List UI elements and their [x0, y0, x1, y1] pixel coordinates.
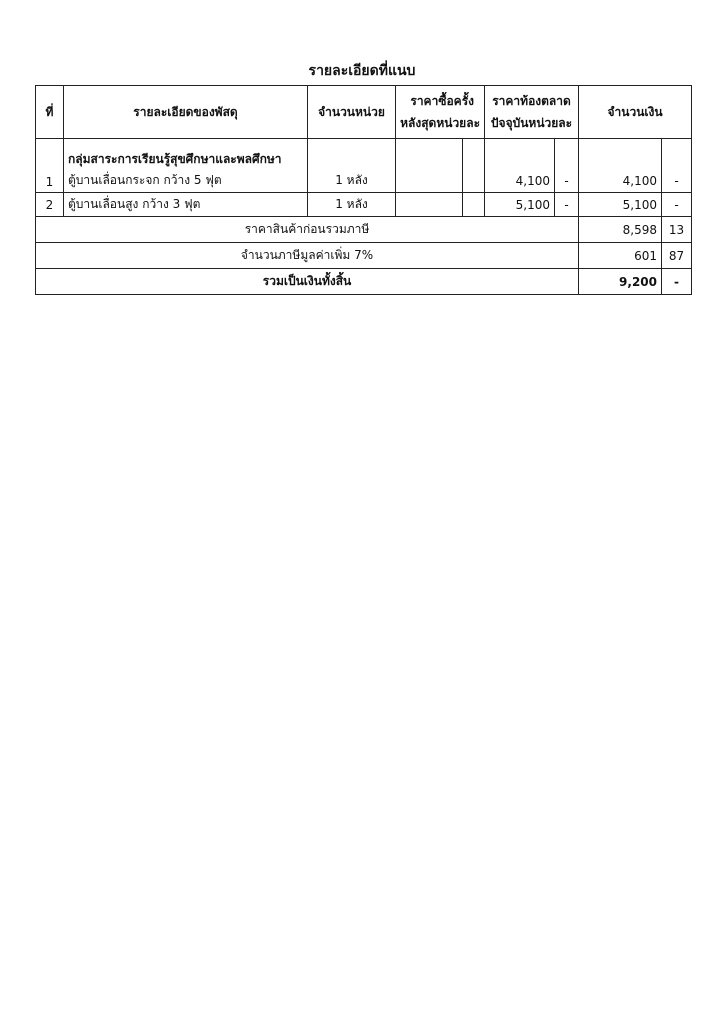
row-amount: 4,100 [579, 169, 662, 193]
row-amount-satang: - [662, 193, 692, 217]
pretax-row [36, 217, 692, 243]
blank-cell [485, 139, 555, 170]
row-no: 1 [36, 139, 64, 193]
table-row [36, 193, 692, 217]
blank-cell [308, 139, 396, 170]
blank-cell [662, 139, 692, 170]
row-unit-satang: - [555, 193, 579, 217]
row-unit-price: 4,100 [485, 169, 555, 193]
row-item: ตู้บานเลื่อนสูง กว้าง 3 ฟุต [64, 193, 308, 217]
total-satang: - [662, 269, 692, 295]
header-market-price [485, 86, 579, 139]
pretax-satang: 13 [662, 217, 692, 243]
row-qty: 1 หลัง [308, 193, 396, 217]
vat-satang: 87 [662, 243, 692, 269]
row-item: ตู้บานเลื่อนกระจก กว้าง 5 ฟุต [64, 169, 308, 193]
header-last-price [396, 86, 485, 139]
header-market-line2: ปัจจุบันหน่วยละ [490, 116, 573, 130]
row-amount-satang: - [662, 169, 692, 193]
total-row [36, 269, 692, 295]
blank-cell [396, 193, 463, 217]
header-qty: จำนวนหน่วย [308, 86, 396, 139]
vat-label: จำนวนภาษีมูลค่าเพิ่ม 7% [36, 243, 579, 269]
blank-cell [463, 139, 485, 193]
header-item: รายละเอียดของพัสดุ [64, 86, 308, 139]
blank-cell [396, 139, 463, 193]
header-amount: จำนวนเงิน [579, 86, 692, 139]
document-title: รายละเอียดที่แนบ [308, 63, 416, 79]
total-baht: 9,200 [579, 269, 662, 295]
pretax-label: ราคาสินค้าก่อนรวมภาษี [36, 217, 579, 243]
total-label: รวมเป็นเงินทั้งสิ้น [36, 269, 579, 295]
blank-cell [555, 139, 579, 170]
header-last-price-line2: หลังสุดหน่วยละ [400, 116, 481, 130]
attachment-table [35, 85, 692, 295]
row-unit-price: 5,100 [485, 193, 555, 217]
pretax-baht: 8,598 [579, 217, 662, 243]
header-row [36, 86, 692, 139]
table-row [36, 139, 692, 170]
vat-row [36, 243, 692, 269]
blank-cell [579, 139, 662, 170]
group-label: กลุ่มสาระการเรียนรู้สุขศึกษาและพลศึกษา [64, 139, 308, 170]
header-market-line1: ราคาท้องตลาด [492, 94, 571, 108]
vat-baht: 601 [579, 243, 662, 269]
row-amount: 5,100 [579, 193, 662, 217]
blank-cell [463, 193, 485, 217]
row-no: 2 [36, 193, 64, 217]
header-last-price-line1: ราคาซื้อครั้ง [410, 94, 475, 108]
header-no: ที่ [36, 86, 64, 139]
row-unit-satang: - [555, 169, 579, 193]
table-row [36, 169, 692, 193]
row-qty: 1 หลัง [308, 169, 396, 193]
